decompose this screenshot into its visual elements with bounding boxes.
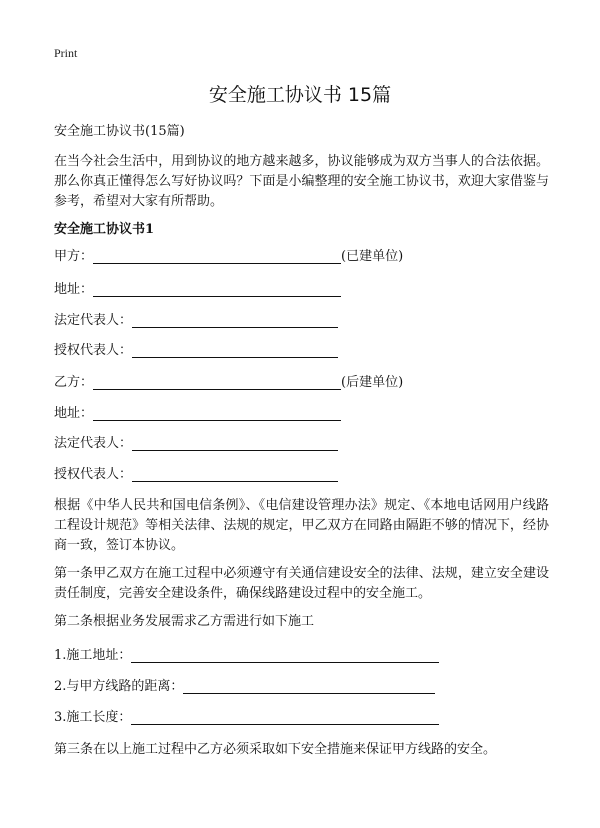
item-2-field [54, 677, 435, 697]
page-title: 安全施工协议书 15篇 [208, 84, 392, 106]
party-b-legal-rep-label: 法定代表人： [54, 436, 133, 451]
basis-paragraph: 根据《中华人民共和国电信条例》、《电信建设管理办法》规定、《本地电话网用户线路工程设计规范》等相关法律、法规的规定，甲乙双方在同路由隔距不够的情况下，经协商一致，签订本协议。 [54, 498, 549, 553]
party-a-legal-rep-label: 法定代表人： [54, 313, 133, 328]
item-1-field [54, 646, 439, 666]
article-1-paragraph: 第一条甲乙双方在施工过程中必须遵守有关通信建设安全的法律、法规，建立安全建设责任制度，完善安全建设条件，确保线路建设过程中的安全施工。 [54, 566, 549, 601]
party-a-auth-rep-blank [132, 343, 338, 358]
party-a-suffix: (已建单位) [341, 249, 404, 264]
party-b-blank [93, 375, 341, 390]
item-1-label: 1.施工地址： [54, 648, 132, 663]
party-b-auth-rep-label: 授权代表人： [54, 467, 133, 482]
party-b-suffix: (后建单位) [341, 375, 404, 390]
party-b-legal-rep-field [54, 434, 338, 454]
item-2-label: 2.与甲方线路的距离： [54, 679, 184, 694]
party-a-blank [93, 249, 341, 264]
party-b-legal-rep-blank [132, 436, 338, 451]
party-a-auth-rep-field [54, 341, 338, 361]
party-b-address-blank [93, 406, 341, 421]
print-link[interactable]: Print [54, 46, 78, 60]
item-1-blank [131, 648, 439, 663]
intro-paragraph: 在当今社会生活中，用到协议的地方越来越多，协议能够成为双方当事人的合法依据。那么你真正懂得怎么写好协议吗？下面是小编整理的安全施工协议书，欢迎大家借鉴与参考，希望对大家有所帮助。 [54, 154, 549, 209]
party-b-address-label: 地址： [54, 406, 94, 421]
article-3-paragraph: 第三条在以上施工过程中乙方必须采取如下安全措施来保证甲方线路的安全。 [54, 742, 497, 757]
party-b-auth-rep-field [54, 465, 338, 485]
article-2-paragraph: 第二条根据业务发展需求乙方需进行如下施工 [54, 614, 315, 629]
party-a-legal-rep-field [54, 311, 338, 331]
item-3-blank [131, 710, 439, 725]
document-subtitle: 安全施工协议书(15篇) [54, 124, 185, 139]
party-a-legal-rep-blank [132, 313, 338, 328]
item-3-field [54, 708, 439, 728]
party-a-address-field [54, 280, 341, 300]
party-a-address-label: 地址： [54, 282, 94, 297]
party-a-label: 甲方： [54, 249, 94, 264]
party-a-auth-rep-label: 授权代表人： [54, 343, 133, 358]
party-b-field [54, 373, 403, 393]
party-b-label: 乙方： [54, 375, 94, 390]
section-heading: 安全施工协议书1 [54, 222, 155, 237]
party-a-field [54, 247, 403, 267]
item-2-blank [183, 679, 435, 694]
party-a-address-blank [93, 282, 341, 297]
party-b-address-field [54, 404, 341, 424]
party-b-auth-rep-blank [132, 467, 338, 482]
item-3-label: 3.施工长度： [54, 710, 132, 725]
